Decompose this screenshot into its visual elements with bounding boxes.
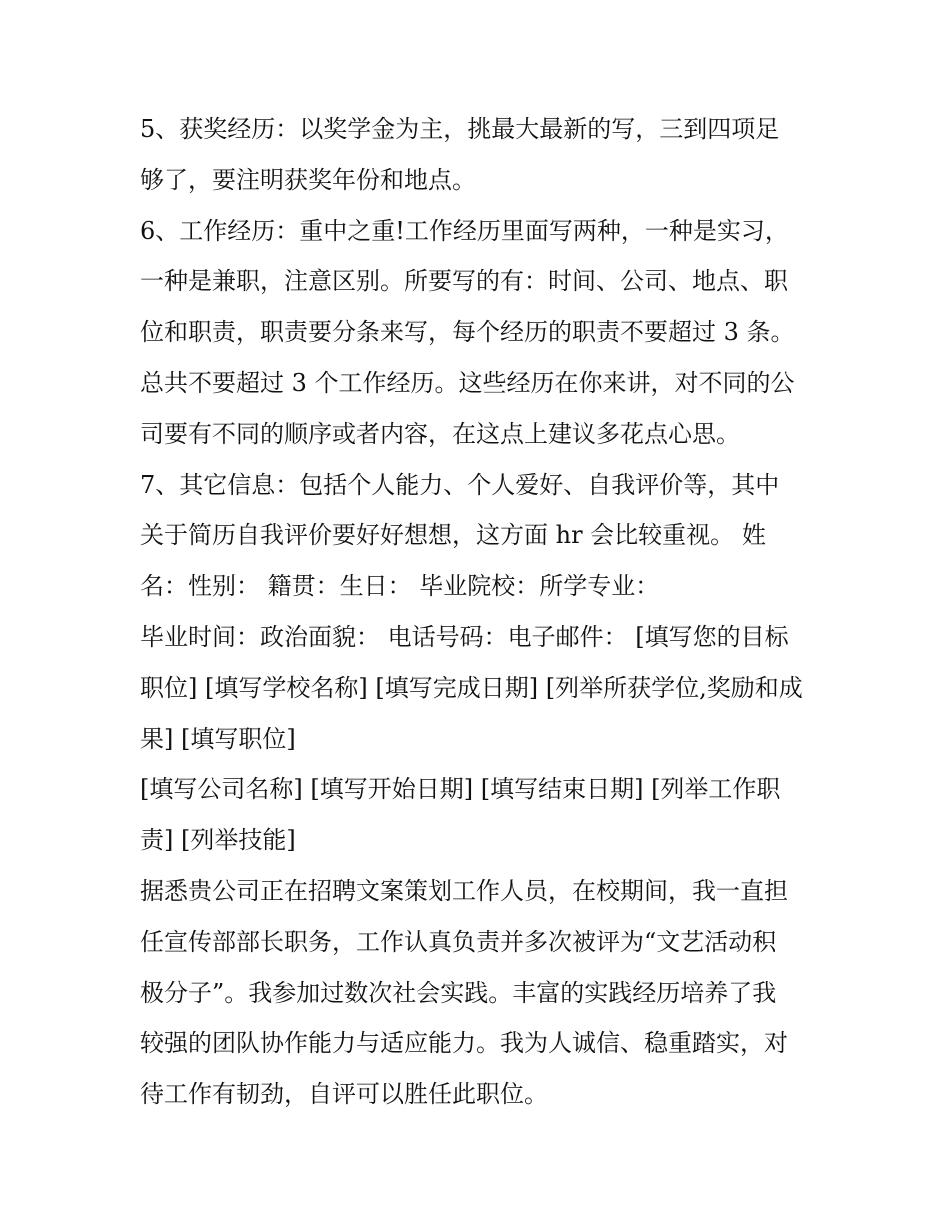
- text-line-20: 待工作有韧劲，自评可以胜任此职位。: [140, 1080, 548, 1109]
- text-line-19: 较强的团队协作能力与适应能力。我为人诚信、稳重踏实，对: [140, 1029, 788, 1058]
- text-line-16: 据悉贵公司正在招聘文案策划工作人员，在校期间，我一直担: [140, 876, 788, 905]
- text-line-8: 7、其它信息：包括个人能力、个人爱好、自我评价等，其中: [140, 470, 780, 499]
- text-line-1: 5、获奖经历：以奖学金为主，挑最大最新的写，三到四项足: [140, 115, 780, 143]
- text-line-15: 责] [列举技能]: [140, 826, 296, 855]
- text-line-12: 职位] [填写学校名称] [填写完成日期] [列举所获学位,奖励和成: [140, 673, 803, 702]
- text-line-13: 果] [填写职位]: [140, 724, 296, 753]
- text-line-11: 毕业时间：政治面貌： 电话号码：电子邮件： [填写您的目标: [140, 622, 789, 651]
- text-line-10: 名：性别： 籍贯：生日： 毕业院校：所学专业：: [140, 572, 660, 601]
- text-line-4: 一种是兼职，注意区别。所要写的有：时间、公司、地点、职: [140, 267, 788, 296]
- text-line-5: 位和职责，职责要分条来写，每个经历的职责不要超过 3 条。: [140, 318, 795, 347]
- text-line-9: 关于简历自我评价要好好想想，这方面 hr 会比较重视。 姓: [140, 521, 766, 550]
- text-line-18: 极分子”。我参加过数次社会实践。丰富的实践经历培养了我: [140, 978, 777, 1007]
- text-line-6: 总共不要超过 3 个工作经历。这些经历在你来讲，对不同的公: [140, 368, 795, 397]
- text-line-17: 任宣传部部长职务，工作认真负责并多次被评为“文艺活动积: [140, 927, 777, 956]
- text-line-3: 6、工作经历：重中之重!工作经历里面写两种，一种是实习，: [140, 216, 789, 245]
- document-body: [140, 104, 820, 1120]
- text-line-2: 够了，要注明获奖年份和地点。: [140, 165, 476, 194]
- text-line-7: 司要有不同的顺序或者内容，在这点上建议多花点心思。: [140, 419, 740, 448]
- text-line-14: [填写公司名称] [填写开始日期] [填写结束日期] [列举工作职: [140, 775, 781, 804]
